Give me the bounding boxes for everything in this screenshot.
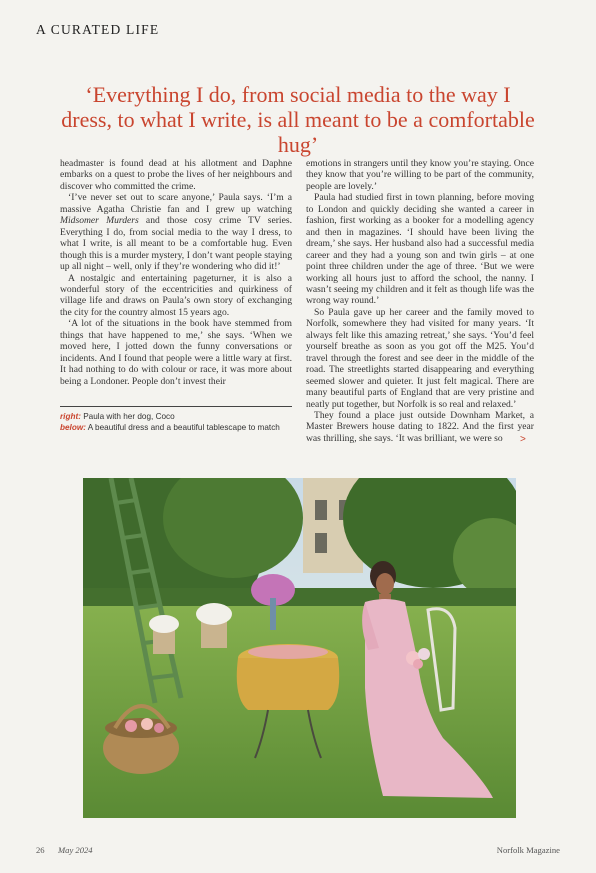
garden-photo [83, 478, 516, 818]
paragraph: Paula had studied first in town planning, before moving to London and quickly deciding she wanted a career in fashion, first working as a booker for a modelling agency and then in magazines. ‘I should have been living the dream,’ she says. Her husband also had a successful media career and they had a young son and twin girls – at one point three children under the age of three. ‘But we were working all hours just to afford the school, the nanny. I wasn’t seeing my children and it felt as though life was the wrong way round.’ [306, 192, 534, 307]
text-run: and those cosy crime TV series. Everything I do, from social media to the way I dress, to what I write, is all meant to be a comfortable hug. Even though this is a murder mystery, I don’t want people staying up all night – well, only if they’re wondering who did it!’ [60, 215, 292, 273]
garden-scene-illustration [83, 478, 516, 818]
paragraph: A nostalgic and entertaining pageturner, it is also a wonderful story of the eccentricities and quirkiness of village life and draws on Paula’s own story of exchanging the city for the country almost 15 years ago. [60, 272, 292, 318]
photo-caption [60, 412, 292, 433]
page-number: 26 [36, 845, 45, 855]
paragraph: They found a place just outside Downham Market, a Master Brewers house dating to 1822. And the first year was thrilling, she says. ‘It was brilliant, we were so [306, 409, 534, 444]
article-column-right [306, 158, 534, 444]
text-run: ‘I’ve never set out to scare anyone,’ Paula says. ‘I’m a massive Agatha Christie fan and I grew up watching [60, 192, 292, 215]
issue-date: May 2024 [58, 845, 93, 855]
pull-quote: ‘Everything I do, from social media to the way I dress, to what I write, is all meant to be a comfortable hug’ [61, 82, 535, 157]
paragraph: So Paula gave up her career and the family moved to Norfolk, somewhere they had visited for many years. ‘It always felt like this amazing retreat,’ she says. ‘You’d feel yourself breathe as soon as you got off the M25. You’d travel through the forest and see deer in the middle of the road. The streetlights started disappearing and everything seemed slower and quieter. It just felt magical. There are many beautiful parts of England that are very pristine and neatly put together, but Norfolk is so real and relaxed.’ [306, 306, 534, 410]
magazine-name: Norfolk Magazine [496, 845, 560, 855]
tv-show-title: Midsomer Murders [60, 215, 139, 227]
caption-label: right: [60, 412, 81, 421]
caption-line [60, 412, 292, 423]
caption-divider [60, 406, 292, 407]
continue-arrow-icon: > [520, 434, 526, 445]
caption-label: below: [60, 422, 86, 432]
paragraph [60, 192, 292, 272]
paragraph: headmaster is found dead at his allotment and Daphne embarks on a quest to probe the lives of her neighbours and discover who committed the crime. [60, 158, 292, 192]
caption-text: A beautiful dress and a beautiful tablescape to match [87, 422, 280, 432]
paragraph: emotions in strangers until they know you’re staying. Once they know that you’re willing to be part of the community, people are lovely.’ [306, 158, 534, 192]
caption-line [60, 423, 292, 434]
paragraph: ‘A lot of the situations in the book have stemmed from things that have happened to me,’ she says. ‘When we moved here, I jotted down the funny conversations or incidents. And I found that people were a little wary at first. It had nothing to do with colour or race, it was more about being a Londoner. People don’t invest their [60, 318, 292, 387]
article-column-left [60, 158, 292, 387]
section-title: A CURATED LIFE [36, 22, 160, 37]
caption-text: Paula with her dog, Coco [83, 412, 175, 421]
